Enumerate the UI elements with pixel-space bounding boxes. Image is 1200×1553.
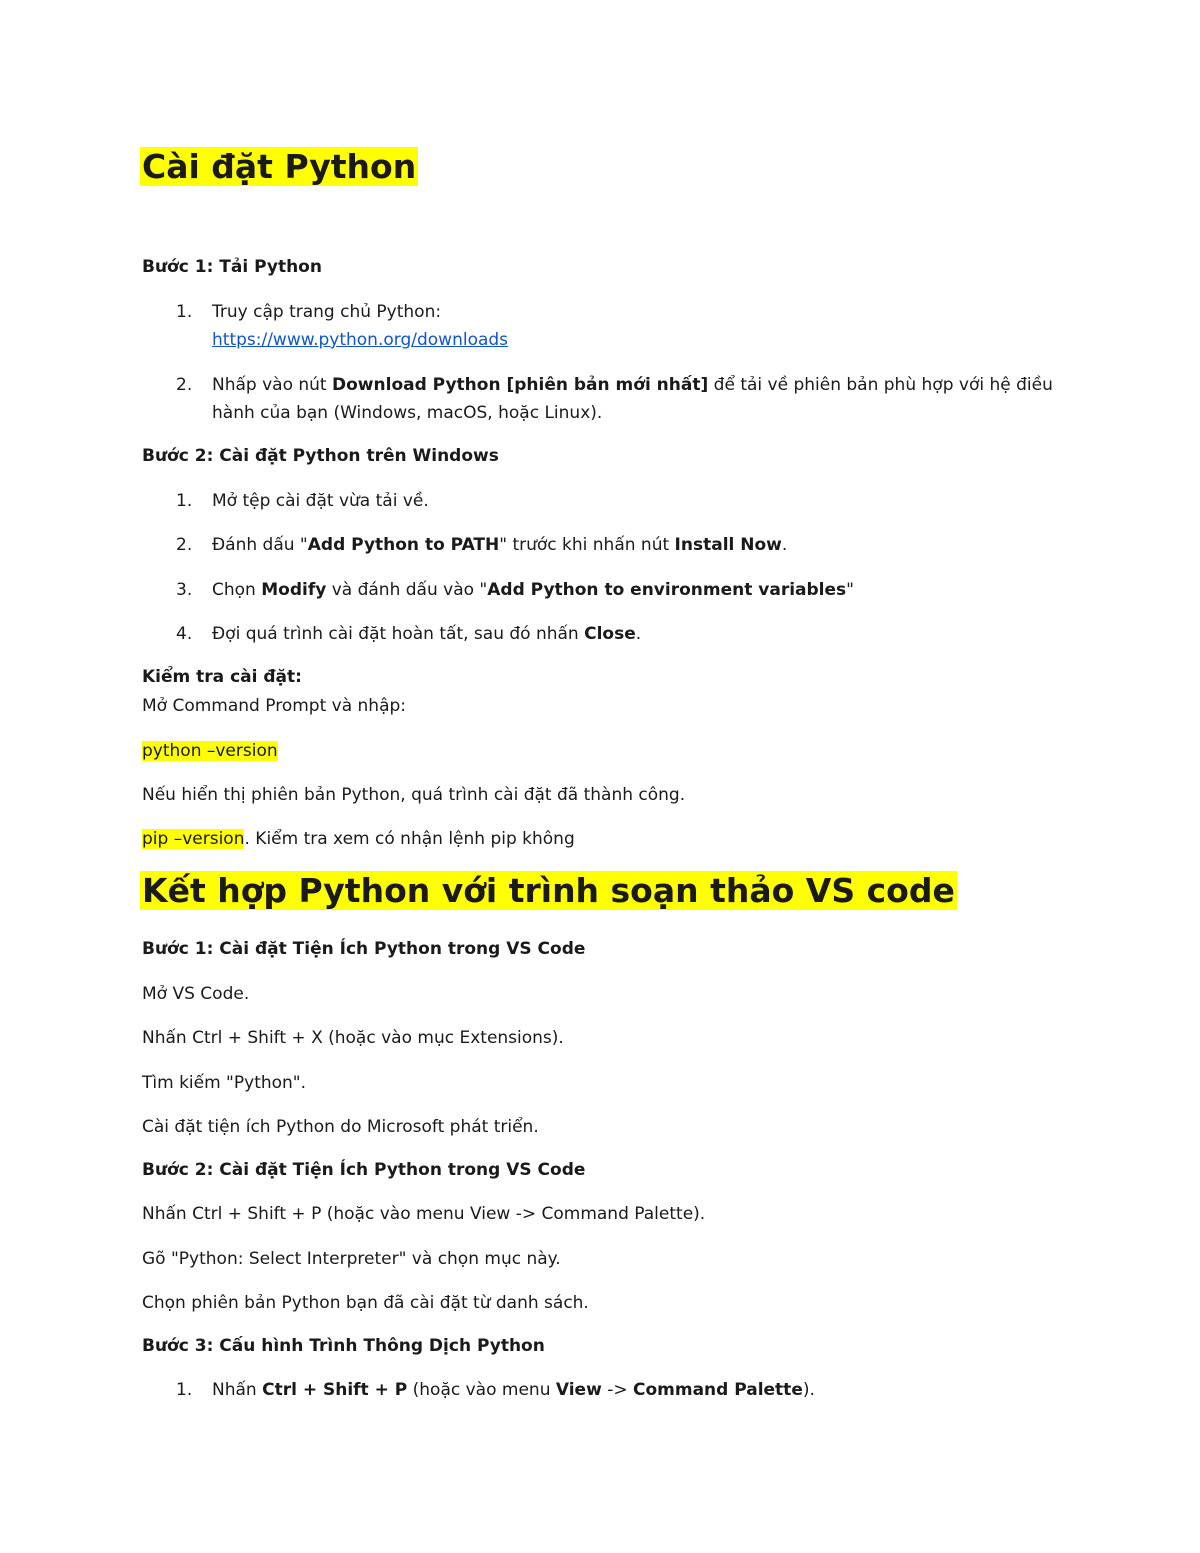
text-segment: để tải về phiên bản phù hợp với hệ điều [708, 375, 1053, 395]
title-highlight: Kết hợp Python với trình soạn thảo VS code [142, 871, 955, 910]
env-variables-label: Add Python to environment variables [487, 580, 847, 600]
check-heading: Kiểm tra cài đặt: [142, 667, 302, 687]
list-number: 1. [176, 491, 193, 511]
vscode-step2-line: Nhấn Ctrl + Shift + P (hoặc vào menu View -> Command Palette). [142, 1204, 706, 1224]
close-label: Close [584, 624, 636, 644]
modify-label: Modify [261, 580, 327, 600]
vscode-step3-item1-text [212, 1378, 815, 1402]
list-number: 2. [176, 375, 193, 395]
text-segment: -> [601, 1380, 633, 1400]
step2-item1-text: Mở tệp cài đặt vừa tải về. [212, 491, 429, 511]
python-version-command [142, 739, 278, 763]
step2-item2-text [212, 533, 787, 557]
list-number: 4. [176, 624, 193, 644]
pip-version-line [142, 827, 575, 851]
text-segment: Chọn [212, 580, 262, 600]
text-segment: và đánh dấu vào " [326, 580, 488, 600]
install-now-label: Install Now [674, 535, 782, 555]
command-highlight: python –version [142, 741, 278, 761]
text-segment: . Kiểm tra xem có nhận lệnh pip không [244, 829, 575, 849]
step1-item1-text: Truy cập trang chủ Python: [212, 302, 442, 322]
check-line2: Nếu hiển thị phiên bản Python, quá trình cài đặt đã thành công. [142, 785, 686, 805]
text-segment: Nhấp vào nút [212, 375, 333, 395]
step1-heading: Bước 1: Tải Python [142, 257, 322, 277]
text-segment: " trước khi nhấn nút [499, 535, 675, 555]
step2-heading: Bước 2: Cài đặt Python trên Windows [142, 446, 499, 466]
text-segment: Đợi quá trình cài đặt hoàn tất, sau đó nhấn [212, 624, 585, 644]
view-menu-label: View [555, 1380, 602, 1400]
text-segment: . [635, 624, 642, 644]
vscode-step1-line: Nhấn Ctrl + Shift + X (hoặc vào mục Extensions). [142, 1028, 564, 1048]
text-segment: Đánh dấu " [212, 535, 308, 555]
text-segment: . [781, 535, 788, 555]
section-title-install-python [140, 142, 418, 192]
text-segment: Nhấn [212, 1380, 263, 1400]
vscode-step3-heading: Bước 3: Cấu hình Trình Thông Dịch Python [142, 1336, 545, 1356]
text-segment: ). [802, 1380, 815, 1400]
vscode-step2-line: Chọn phiên bản Python bạn đã cài đặt từ danh sách. [142, 1293, 589, 1313]
step2-item3-text [212, 578, 854, 602]
title-highlight: Cài đặt Python [142, 147, 417, 186]
text-segment: " [846, 580, 854, 600]
vscode-step2-line: Gõ "Python: Select Interpreter" và chọn mục này. [142, 1249, 561, 1269]
text-segment: (hoặc vào menu [407, 1380, 556, 1400]
step1-item2-text [212, 373, 1053, 397]
vscode-step2-heading: Bước 2: Cài đặt Tiện Ích Python trong VS Code [142, 1160, 586, 1180]
add-to-path-label: Add Python to PATH [307, 535, 500, 555]
list-number: 1. [176, 1380, 193, 1400]
command-palette-label: Command Palette [632, 1380, 803, 1400]
python-download-link[interactable]: https://www.python.org/downloads [212, 330, 509, 350]
step2-item4-text [212, 622, 641, 646]
download-button-label: Download Python [phiên bản mới nhất] [332, 375, 709, 395]
check-line1: Mở Command Prompt và nhập: [142, 696, 407, 716]
command-highlight: pip –version [142, 829, 245, 849]
vscode-step1-line: Mở VS Code. [142, 984, 250, 1004]
section-title-vscode [140, 866, 957, 916]
list-number: 3. [176, 580, 193, 600]
python-download-link-line [212, 328, 508, 352]
vscode-step1-heading: Bước 1: Cài đặt Tiện Ích Python trong VS Code [142, 939, 586, 959]
list-number: 1. [176, 302, 193, 322]
step1-item2-line2: hành của bạn (Windows, macOS, hoặc Linux). [212, 403, 603, 423]
shortcut-label: Ctrl + Shift + P [262, 1380, 408, 1400]
vscode-step1-line: Cài đặt tiện ích Python do Microsoft phát triển. [142, 1117, 539, 1137]
list-number: 2. [176, 535, 193, 555]
vscode-step1-line: Tìm kiếm "Python". [142, 1073, 307, 1093]
